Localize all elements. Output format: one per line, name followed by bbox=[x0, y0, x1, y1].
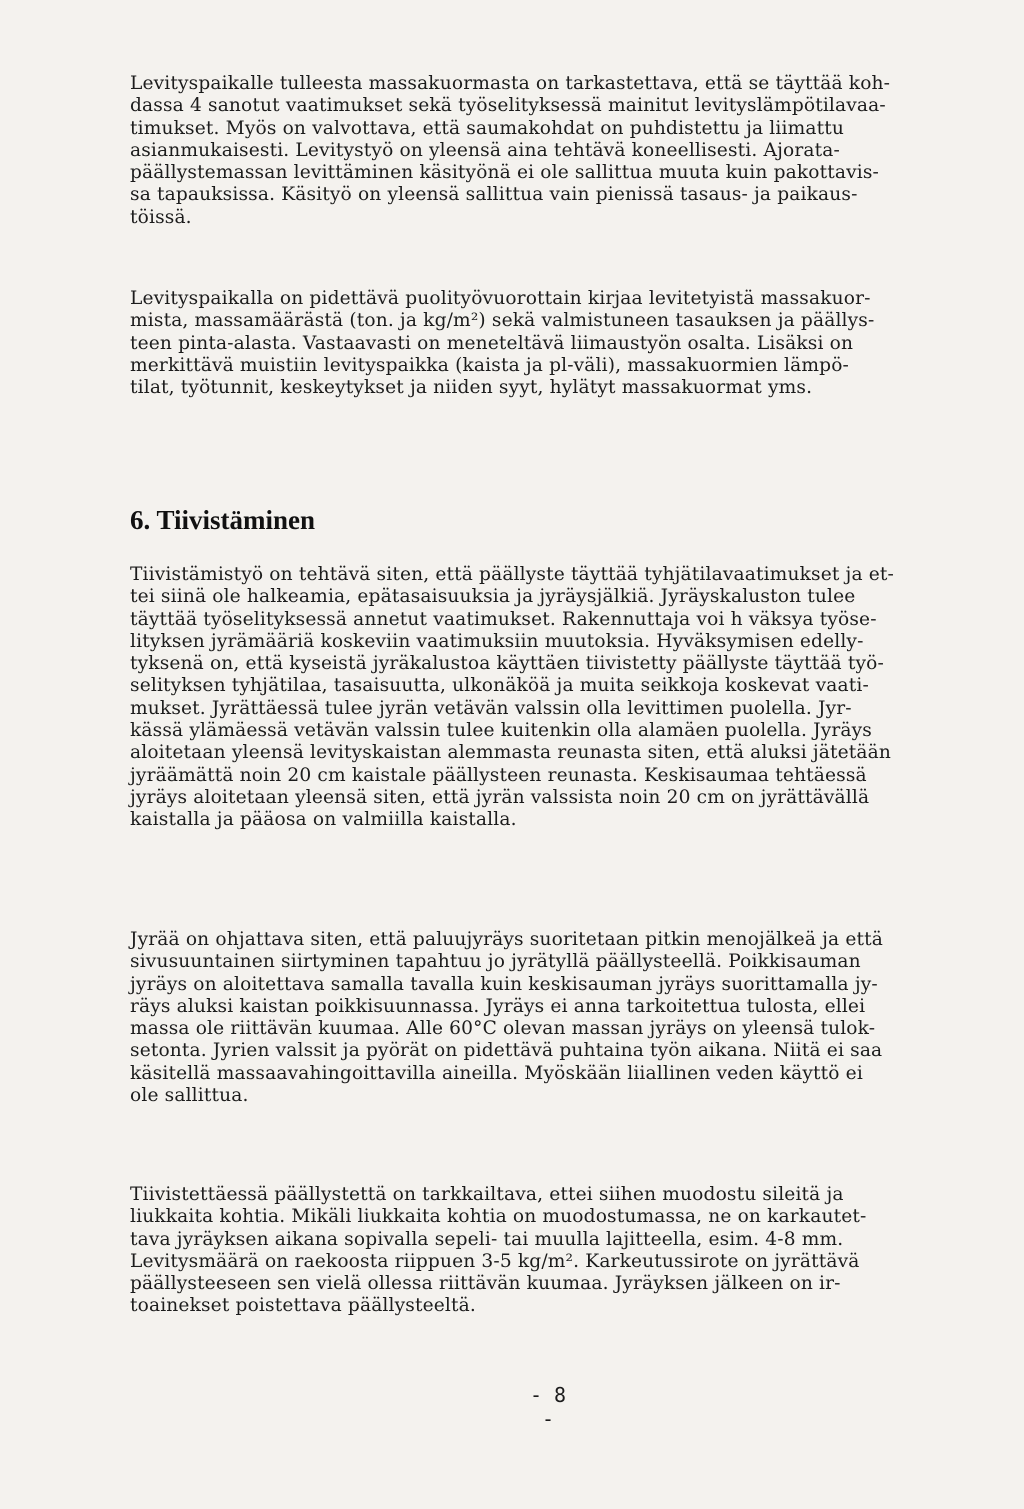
text-line: aloitetaan yleensä levityskaistan alemmasta reunasta siten, että aluksi jätetään bbox=[130, 742, 892, 764]
text-line: massa ole riittävän kuumaa. Alle 60°C olevan massan jyräys on yleensä tulok- bbox=[130, 1018, 876, 1040]
text-line: tei siinä ole halkeamia, epätasaisuuksia ja jyräysjälkiä. Jyräyskaluston tulee bbox=[130, 586, 856, 608]
text-line: ole sallittua. bbox=[130, 1085, 249, 1107]
text-line: tyksenä on, että kyseistä jyräkalustoa käyttäen tiivistetty päällyste täyttää työ- bbox=[130, 653, 884, 675]
text-line: päällystemassan levittäminen käsityönä ei ole sallittua muuta kuin pakottavis- bbox=[130, 162, 879, 184]
text-line: tava jyräyksen aikana sopivalla sepeli- tai muulla lajitteella, esim. 4-8 mm. bbox=[130, 1228, 844, 1250]
text-line: Tiivistettäessä päällystettä on tarkkailtava, ettei siihen muodostu sileitä ja bbox=[130, 1184, 844, 1205]
text-line: teen pinta-alasta. Vastaavasti on meneteltävä liimaustyön osalta. Lisäksi on bbox=[130, 332, 854, 354]
text-line: setonta. Jyrien valssit ja pyörät on pidettävä puhtaina työn aikana. Niitä ei saa bbox=[130, 1040, 883, 1062]
text-line: jyräys aloitetaan yleensä siten, että jyrän valssista noin 20 cm on jyrättävällä bbox=[130, 786, 870, 808]
text-line: mista, massamäärästä (ton. ja kg/m²) sekä valmistuneen tasauksen ja päällys- bbox=[130, 310, 875, 332]
text-line: liukkaita kohtia. Mikäli liukkaita kohtia on muodostumassa, ne on karkautet- bbox=[130, 1206, 867, 1228]
text-line: tilat, työtunnit, keskeytykset ja niiden syyt, hylätyt massakuormat yms. bbox=[130, 377, 813, 399]
paragraph-tiivistamistyo bbox=[130, 564, 980, 832]
page-number: - 8 - bbox=[529, 1383, 567, 1431]
text-line: kaistalla ja pääosa on valmiilla kaistalla. bbox=[130, 809, 517, 831]
text-line: jyräämättä noin 20 cm kaistale päällysteen reunasta. Keskisaumaa tehtäessä bbox=[130, 764, 867, 786]
text-line: täyttää työselityksessä annetut vaatimukset. Rakennuttaja voi h väksya työse- bbox=[130, 608, 877, 630]
text-line: selityksen tyhjätilaa, tasaisuutta, ulkonäköä ja muita seikkoja koskevat vaati- bbox=[130, 675, 869, 697]
section-heading: 6. Tiivistäminen bbox=[130, 505, 316, 535]
text-line: sivusuuntainen siirtyminen tapahtuu jo jyrätyllä päällysteellä. Poikkisauman bbox=[130, 951, 861, 973]
text-line: dassa 4 sanotut vaatimukset sekä työselityksessä mainitut levityslämpötilavaa- bbox=[130, 95, 886, 117]
text-line: merkittävä muistiin levityspaikka (kaista ja pl-väli), massakuormien lämpö- bbox=[130, 354, 849, 376]
paragraph-levityspaikalle bbox=[130, 73, 980, 229]
text-line: kässä ylämäessä vetävän valssin tulee kuitenkin olla alamäen puolella. Jyräys bbox=[130, 720, 872, 742]
text-line: Jyrää on ohjattava siten, että paluujyräys suoritetaan pitkin menojälkeä ja että bbox=[130, 929, 883, 950]
paragraph-jyran-ohjaus bbox=[130, 929, 980, 1107]
text-line: töissä. bbox=[130, 206, 192, 228]
text-line: käsitellä massaavahingoittavilla aineilla. Myöskään liiallinen veden käyttö ei bbox=[130, 1062, 863, 1084]
text-line: Levitysmäärä on raekoosta riippuen 3-5 kg/m². Karkeutussirote on jyrättävä bbox=[130, 1250, 860, 1272]
text-line: räys aluksi kaistan poikkisuunnassa. Jyräys ei anna tarkoitettua tulosta, ellei bbox=[130, 995, 866, 1017]
text-line: toainekset poistettava päällysteeltä. bbox=[130, 1295, 476, 1317]
text-line: sa tapauksissa. Käsityö on yleensä sallittua vain pienissä tasaus- ja paikaus- bbox=[130, 184, 858, 206]
text-line: timukset. Myös on valvottava, että saumakohdat on puhdistettu ja liimattu bbox=[130, 117, 844, 139]
paragraph-tiivistettaessa bbox=[130, 1184, 980, 1318]
text-line: Levityspaikalla on pidettävä puolityövuorottain kirjaa levitetyistä massakuor- bbox=[130, 288, 871, 309]
text-line: asianmukaisesti. Levitystyö on yleensä aina tehtävä koneellisesti. Ajorata- bbox=[130, 139, 840, 161]
text-line: jyräys on aloitettava samalla tavalla kuin keskisauman jyräys suorittamalla jy- bbox=[130, 973, 878, 995]
text-line: lityksen jyrämääriä koskeviin vaatimuksiin muutoksia. Hyväksymisen edelly- bbox=[130, 630, 864, 652]
text-line: päällysteeseen sen vielä ollessa riittävän kuumaa. Jyräyksen jälkeen on ir- bbox=[130, 1273, 841, 1295]
text-line: Tiivistämistyö on tehtävä siten, että päällyste täyttää tyhjätilavaatimukset ja et- bbox=[130, 564, 894, 585]
text-line: Levityspaikalle tulleesta massakuormasta on tarkastettava, että se täyttää koh- bbox=[130, 73, 891, 94]
paragraph-kirjanpito bbox=[130, 288, 980, 399]
text-line: mukset. Jyrättäessä tulee jyrän vetävän valssin olla levittimen puolella. Jyr- bbox=[130, 697, 852, 719]
